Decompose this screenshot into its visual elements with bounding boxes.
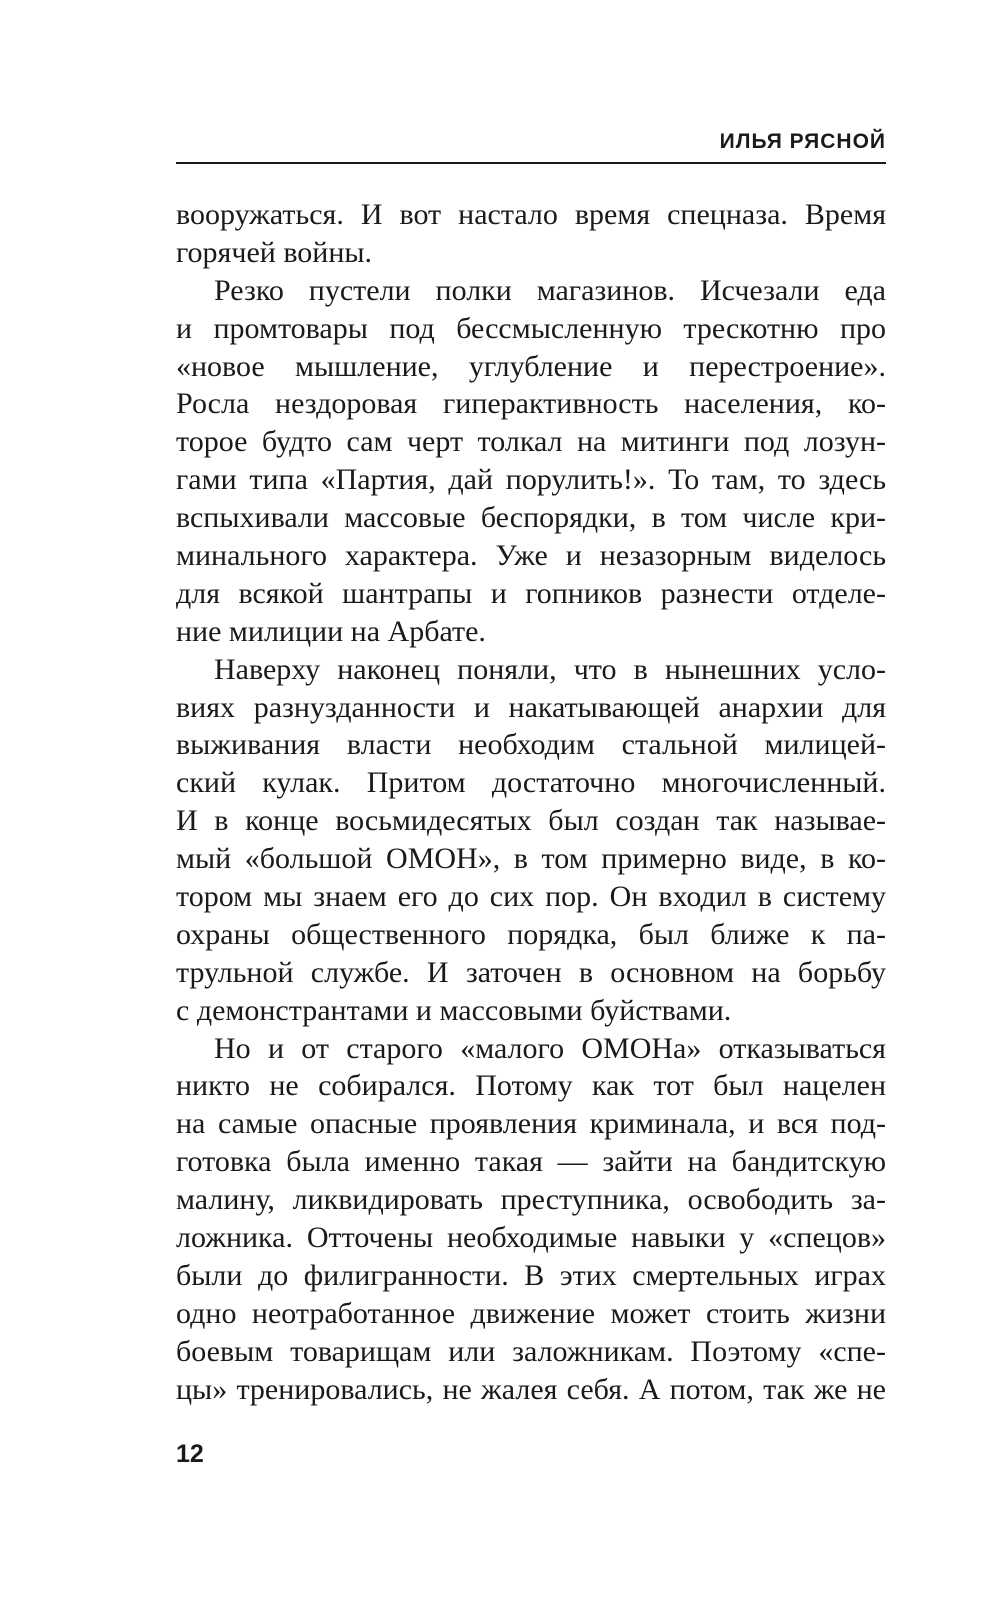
text-line: охраны общественного порядка, был ближе к па- bbox=[176, 917, 886, 951]
text-line: тором мы знаем его до сих пор. Он входил в систему bbox=[176, 880, 886, 914]
page-number: 12 bbox=[176, 1440, 204, 1468]
author-name: ИЛЬЯ РЯСНОЙ bbox=[719, 130, 886, 153]
text-line: боевым товарищам или заложникам. Поэтому «спе- bbox=[176, 1334, 886, 1368]
text-line: виях разнузданности и накатывающей анархии для bbox=[176, 690, 886, 724]
running-header bbox=[176, 126, 886, 164]
text-line: «новое мышление, углубление и перестроение». bbox=[176, 349, 886, 383]
text-line: ние милиции на Арбате. bbox=[176, 614, 486, 648]
text-line: ский кулак. Притом достаточно многочисленный. bbox=[176, 766, 886, 800]
text-line: готовка была именно такая — зайти на бандитскую bbox=[176, 1145, 886, 1179]
text-line: ложника. Отточены необходимые навыки у «спецов» bbox=[176, 1221, 886, 1255]
text-line: Но и от старого «малого ОМОНа» отказываться bbox=[214, 1031, 886, 1065]
text-line: были до филигранности. В этих смертельных играх bbox=[176, 1258, 886, 1292]
text-line: и промтовары под бессмысленную трескотню про bbox=[176, 311, 886, 345]
text-line: никто не собирался. Потому как тот был нацелен bbox=[176, 1069, 886, 1103]
text-line: мый «большой ОМОН», в том примерно виде, в ко- bbox=[176, 842, 886, 876]
text-line: минального характера. Уже и незазорным виделось bbox=[176, 539, 886, 573]
body-text bbox=[176, 196, 886, 1409]
text-line: горячей войны. bbox=[176, 235, 373, 269]
text-line: И в конце восьмидесятых был создан так называе- bbox=[176, 804, 886, 838]
text-line: трульной службе. И заточен в основном на борьбу bbox=[176, 955, 886, 989]
text-line: вспыхивали массовые беспорядки, в том числе кри- bbox=[176, 501, 886, 535]
text-line: малину, ликвидировать преступника, освободить за- bbox=[176, 1183, 886, 1217]
text-line: Росла нездоровая гиперактивность населения, ко- bbox=[176, 387, 886, 421]
text-line: выживания власти необходим стальной милицей- bbox=[176, 728, 886, 762]
text-line: гами типа «Партия, дай порулить!». То там, то здесь bbox=[176, 463, 886, 497]
text-line: цы» тренировались, не жалея себя. А потом, так же не bbox=[176, 1372, 886, 1406]
text-line: одно неотработанное движение может стоить жизни bbox=[176, 1296, 886, 1330]
text-line: для всякой шантрапы и гопников разнести отделе- bbox=[176, 576, 886, 610]
text-line: вооружаться. И вот настало время спецназа. Время bbox=[176, 198, 886, 231]
text-line: с демонстрантами и массовыми буйствами. bbox=[176, 993, 732, 1027]
text-line: на самые опасные проявления криминала, и вся под- bbox=[176, 1107, 886, 1141]
text-line: торое будто сам черт толкал на митинги под лозун- bbox=[176, 425, 886, 459]
text-line: Резко пустели полки магазинов. Исчезали еда bbox=[214, 273, 886, 307]
text-line: Наверху наконец поняли, что в нынешних усло- bbox=[214, 652, 886, 686]
